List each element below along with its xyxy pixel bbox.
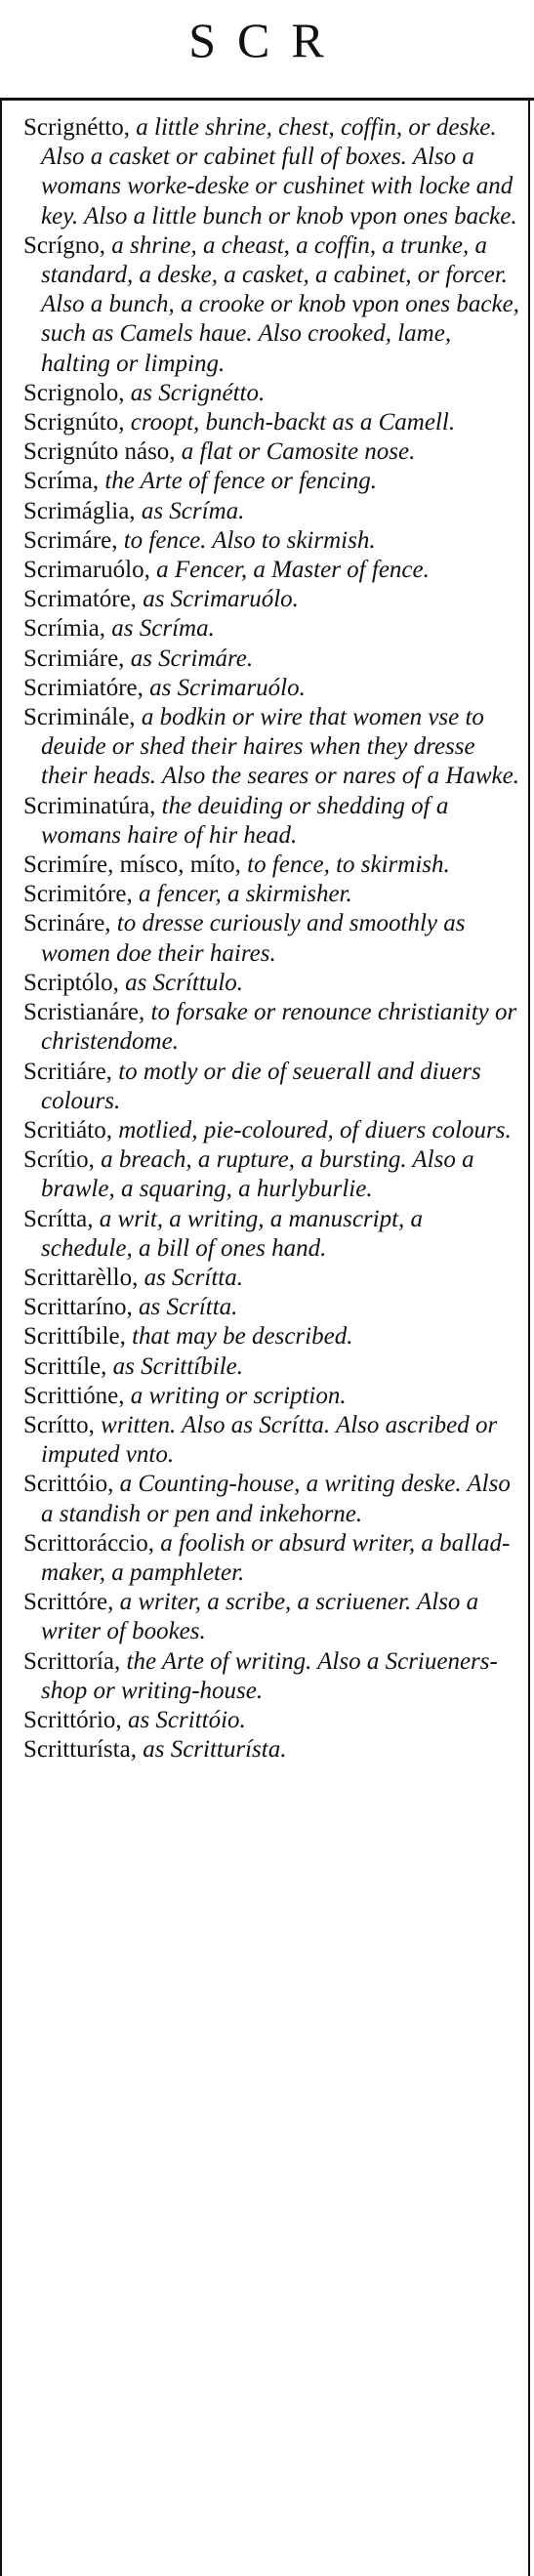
dictionary-entry bbox=[23, 792, 519, 851]
headword: Scrimáglia, bbox=[23, 497, 136, 524]
definition: the Arte of fence or fencing. bbox=[99, 468, 377, 495]
definition: a little shrine, chest, coffin, or deske. Also a casket or cabinet full of boxes. Also a womans worke-deske or cushinet with locke and key. Also a little bunch or knob vpon ones backe. bbox=[41, 114, 517, 229]
dictionary-entry bbox=[23, 231, 519, 379]
dictionary-entry bbox=[23, 1058, 519, 1116]
dictionary-entry bbox=[23, 644, 519, 674]
dictionary-entry bbox=[23, 1735, 519, 1765]
definition: a bodkin or wire that women vse to deuide or shed their haires when they dresse their heads. Also the seares or nares of a Hawke. bbox=[41, 704, 520, 790]
column-rule-right bbox=[528, 101, 530, 2576]
headword: Scrittório, bbox=[23, 1706, 122, 1733]
definition: to fence, to skirmish. bbox=[240, 852, 450, 879]
headword: Scriptólo, bbox=[23, 969, 119, 996]
headword: Scrítta, bbox=[23, 1205, 94, 1232]
dictionary-entry bbox=[23, 880, 519, 909]
dictionary-entry bbox=[23, 703, 519, 792]
definition: a writ, a writing, a manuscript, a schedule, a bill of ones hand. bbox=[41, 1205, 424, 1262]
dictionary-entry bbox=[23, 1322, 519, 1351]
headword: Scrittíle, bbox=[23, 1352, 107, 1380]
dictionary-entry bbox=[23, 437, 519, 467]
headword: Scritiáto, bbox=[23, 1116, 112, 1143]
headword: Scrígno, bbox=[23, 231, 106, 259]
headword: Scrimiatóre, bbox=[23, 674, 144, 701]
dictionary-entry bbox=[23, 674, 519, 703]
headword: Scriminále, bbox=[23, 704, 136, 731]
dictionary-entry bbox=[23, 1264, 519, 1293]
headword: Scrittoría, bbox=[23, 1647, 121, 1675]
dictionary-entry bbox=[23, 113, 519, 231]
headword: Scrimiáre, bbox=[23, 644, 125, 672]
dictionary-entry bbox=[23, 585, 519, 614]
headword: Scrítto, bbox=[23, 1411, 95, 1438]
dictionary-entry bbox=[23, 1470, 519, 1528]
definition: as Scrimaruólo. bbox=[143, 674, 306, 701]
dictionary-entry bbox=[23, 1116, 519, 1145]
headword: Scrignétto, bbox=[23, 114, 131, 141]
headword: Scrimatóre, bbox=[23, 586, 137, 613]
definition: a breach, a rupture, a bursting. Also a brawle, a squaring, a hurlyburlie. bbox=[41, 1146, 474, 1203]
definition: to forsake or renounce christianity or christendome. bbox=[41, 999, 517, 1056]
definition: croopt, bunch-backt as a Camell. bbox=[124, 409, 456, 436]
dictionary-entry bbox=[23, 379, 519, 408]
headword: Scrítio, bbox=[23, 1146, 95, 1174]
dictionary-entry bbox=[23, 969, 519, 998]
running-head: SCR bbox=[188, 13, 346, 67]
definition: a writer, a scribe, a scriuener. Also a writer of bookes. bbox=[41, 1589, 479, 1645]
definition: to motly or die of seuerall and diuers colours. bbox=[41, 1058, 481, 1114]
definition: the deuiding or shedding of a womans haire of hir head. bbox=[41, 792, 449, 849]
definition: a writing or scription. bbox=[124, 1382, 347, 1409]
head-rule bbox=[0, 98, 534, 101]
dictionary-entry bbox=[23, 497, 519, 526]
entry-list bbox=[23, 113, 519, 1765]
definition: to fence. Also to skirmish. bbox=[117, 526, 376, 554]
dictionary-entry bbox=[23, 1588, 519, 1646]
headword: Scrittarèllo, bbox=[23, 1264, 139, 1291]
definition: as Scrimaruólo. bbox=[136, 586, 299, 613]
dictionary-entry bbox=[23, 1529, 519, 1588]
dictionary-entry bbox=[23, 998, 519, 1057]
headword: Scrignúto, bbox=[23, 409, 125, 436]
headword: Scrimáre, bbox=[23, 526, 118, 554]
headword: Scritturísta, bbox=[23, 1736, 137, 1764]
definition: a Counting-house, a writing deske. Also a standish or pen and inkehorne. bbox=[41, 1471, 511, 1527]
definition: as Scrítta. bbox=[138, 1264, 243, 1291]
dictionary-entry bbox=[23, 467, 519, 496]
definition: written. Also as Scrítta. Also ascribed or imputed vnto. bbox=[41, 1411, 498, 1469]
definition: as Scrimáre. bbox=[124, 644, 254, 672]
definition: as Scrittóio. bbox=[121, 1706, 246, 1733]
dictionary-entry bbox=[23, 1205, 519, 1264]
headword: Scrimíre, mísco, míto, bbox=[23, 852, 241, 879]
headword: Scristianáre, bbox=[23, 999, 145, 1026]
dictionary-entry bbox=[23, 556, 519, 585]
definition: a Fencer, a Master of fence. bbox=[149, 557, 430, 584]
definition: a foolish or absurd writer, a ballad-maker, a pamphleter. bbox=[41, 1529, 511, 1586]
dictionary-entry bbox=[23, 1145, 519, 1204]
definition: a fencer, a skirmisher. bbox=[132, 881, 352, 908]
definition: that may be described. bbox=[125, 1323, 353, 1350]
definition: to dresse curiously and smoothly as women doe their haires. bbox=[41, 910, 466, 967]
headword: Scritiáre, bbox=[23, 1058, 112, 1085]
definition: a flat or Camosite nose. bbox=[175, 438, 416, 466]
headword: Scrittióne, bbox=[23, 1382, 125, 1409]
definition: as Scríma. bbox=[135, 497, 245, 524]
definition: as Scrítta. bbox=[132, 1294, 238, 1321]
definition: as Scrignétto. bbox=[124, 379, 266, 406]
definition: as Scritturísta. bbox=[136, 1736, 287, 1764]
dictionary-entry bbox=[23, 851, 519, 880]
headword: Scrignolo, bbox=[23, 379, 125, 406]
definition: as Scrittíbile. bbox=[106, 1352, 243, 1380]
definition: a shrine, a cheast, a coffin, a trunke, a standard, a deske, a casket, a cabinet, or forcer. Also a bunch, a crooke or knob vpon ones backe, such as Camels haue. Also crooked, lame, halting or limping. bbox=[41, 231, 519, 377]
definition: the Arte of writing. Also a Scriueners-shop or writing-house. bbox=[41, 1647, 498, 1704]
column-rule-left bbox=[0, 101, 2, 2576]
dictionary-entry bbox=[23, 408, 519, 437]
headword: Scrittóio, bbox=[23, 1471, 114, 1498]
headword: Scriminatúra, bbox=[23, 792, 156, 819]
headword: Scrímia, bbox=[23, 615, 106, 643]
headword: Scrignúto náso, bbox=[23, 438, 176, 466]
dictionary-entry bbox=[23, 526, 519, 556]
headword: Scrináre, bbox=[23, 910, 111, 937]
definition: as Scríma. bbox=[105, 615, 215, 643]
headword: Scríma, bbox=[23, 468, 100, 495]
dictionary-entry bbox=[23, 1352, 519, 1382]
definition: motlied, pie-coloured, of diuers colours. bbox=[111, 1116, 512, 1143]
dictionary-entry bbox=[23, 614, 519, 644]
dictionary-entry bbox=[23, 909, 519, 968]
dictionary-entry bbox=[23, 1382, 519, 1411]
dictionary-entry bbox=[23, 1293, 519, 1322]
dictionary-entry bbox=[23, 1411, 519, 1470]
definition: as Scríttulo. bbox=[118, 969, 244, 996]
headword: Scrittaríno, bbox=[23, 1294, 133, 1321]
headword: Scrittoráccio, bbox=[23, 1529, 154, 1557]
headword: Scrimaruólo, bbox=[23, 557, 150, 584]
headword: Scrimitóre, bbox=[23, 881, 133, 908]
dictionary-entry bbox=[23, 1706, 519, 1735]
headword: Scrittíbile, bbox=[23, 1323, 126, 1350]
headword: Scrittóre, bbox=[23, 1589, 114, 1616]
dictionary-entry bbox=[23, 1647, 519, 1706]
